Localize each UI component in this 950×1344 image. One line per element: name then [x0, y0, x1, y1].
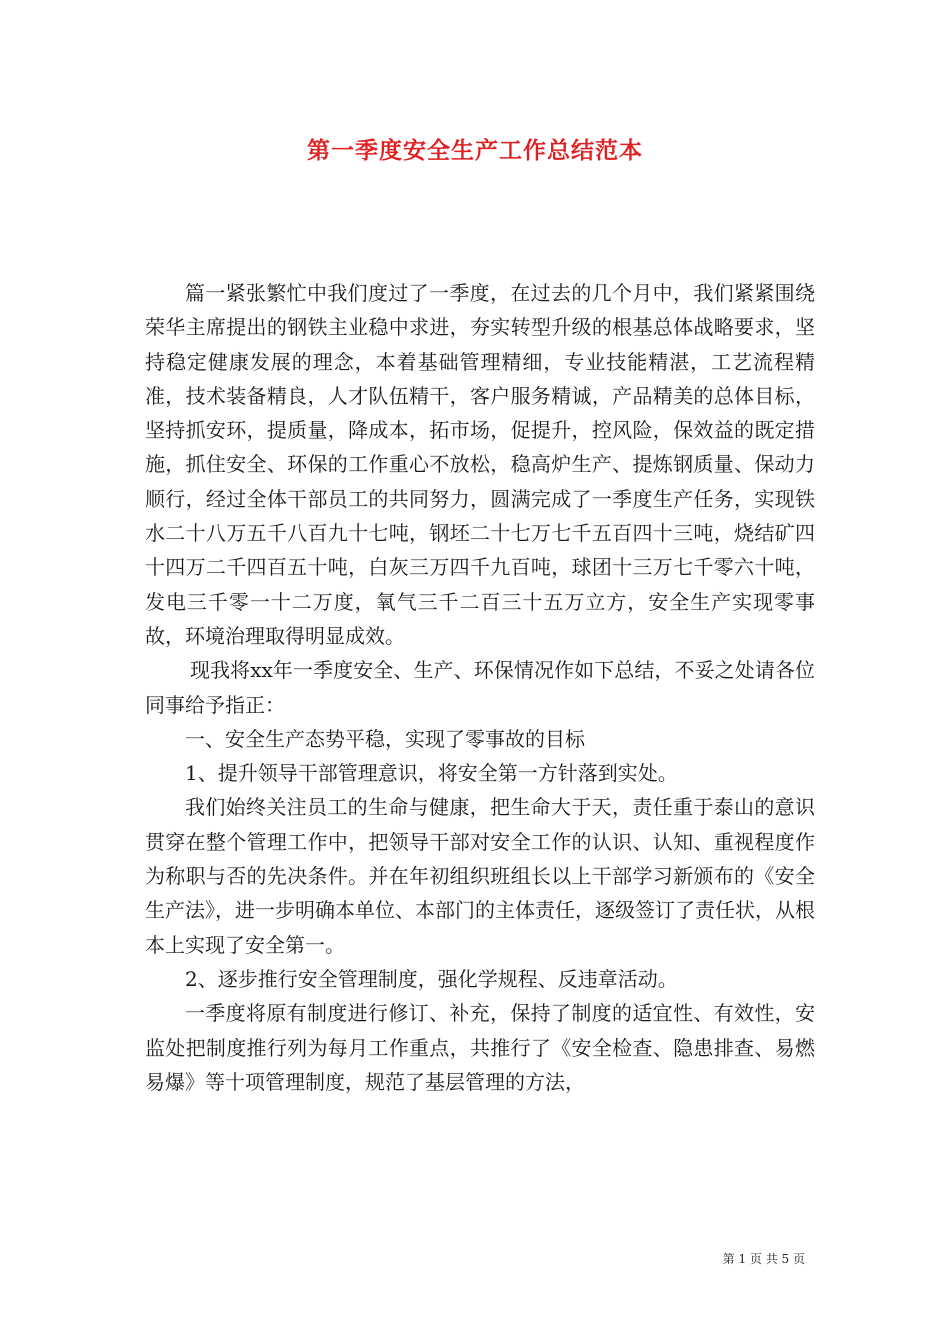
paragraph-leadership-detail: 我们始终关注员工的生命与健康，把生命大于天，责任重于泰山的意识贯穿在整个管理工作中，把领导干部对安全工作的认识、认知、重视程度作为称职与否的先决条件。并在年初组织班组长以上干部学习新颁布的《安全生产法》，进一步明确本单位、本部门的主体责任，逐级签订了责任状，从根本上实现了安全第一。 [145, 795, 815, 957]
paragraph-intro: 篇一紧张繁忙中我们度过了一季度，在过去的几个月中，我们紧紧围绕荣华主席提出的钢铁主业稳中求进，夯实转型升级的根基总体战略要求，坚持稳定健康发展的理念，本着基础管理精细，专业技能精湛，工艺流程精准，技术装备精良，人才队伍精干，客户服务精诚，产品精美的总体目标，坚持抓安环，提质量，降成本，拓市场，促提升，控风险，保效益的既定措施，抓住安全、环保的工作重心不放松，稳高炉生产、提炼钢质量、保动力顺行，经过全体干部员工的共同努力，圆满完成了一季度生产任务，实现铁水二十八万五千八百九十七吨，钢坯二十七万七千五百四十三吨，烧结矿四十四万二千四百五十吨，白灰三万四千九百吨，球团十三万七千零六十吨，发电三千零一十二万度，氧气三千二百三十五万立方，安全生产实现零事故，环境治理取得明显成效。 [145, 281, 815, 648]
subheading-leadership-awareness: 1、提升领导干部管理意识，将安全第一方针落到实处。 [185, 761, 678, 786]
subheading-safety-system: 2、逐步推行安全管理制度，强化学规程、反违章活动。 [185, 966, 678, 991]
page-number-indicator: 第 1 页 共 5 页 [722, 1252, 805, 1266]
document-title: 第一季度安全生产工作总结范本 [307, 138, 643, 164]
document-body [145, 276, 815, 1099]
section-heading-safety: 一、安全生产态势平稳，实现了零事故的目标 [185, 726, 585, 751]
paragraph-safety-system-detail: 一季度将原有制度进行修订、补充，保持了制度的适宜性、有效性，安监处把制度推行列为每月工作重点，共推行了《安全检查、隐患排查、易燃易爆》等十项管理制度，规范了基层管理的方法， [145, 1001, 815, 1094]
paragraph-summary-note: 现我将xx年一季度安全、生产、环保情况作如下总结，不妥之处请各位同事给予指正： [145, 658, 815, 717]
